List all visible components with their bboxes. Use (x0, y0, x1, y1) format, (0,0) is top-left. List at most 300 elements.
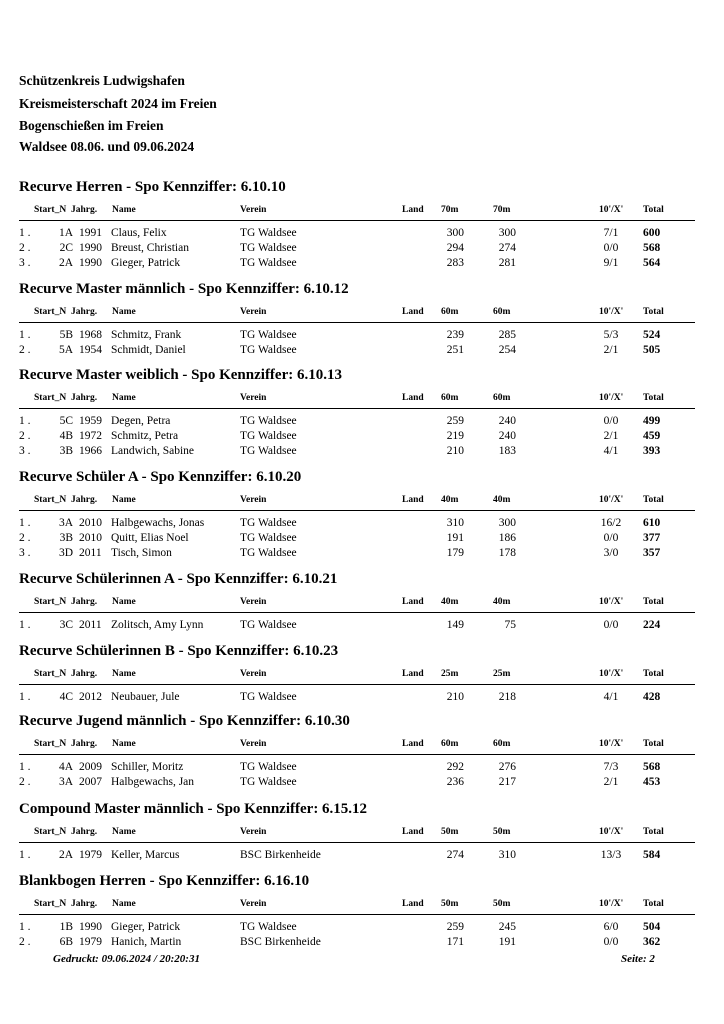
column-header-row (19, 494, 699, 506)
section-title: Recurve Master weiblich - Spo Kennziffer: 6.10.13 (19, 367, 342, 383)
total-score: 362 (643, 936, 661, 948)
header-rule (19, 408, 695, 409)
total-score: 568 (643, 242, 661, 254)
col-total-header: Total (643, 393, 664, 403)
score-round2: 191 (498, 936, 516, 948)
col-name-header: Name (112, 393, 136, 403)
col-land-header: Land (402, 669, 424, 679)
header-rule (19, 510, 695, 511)
column-header-row (19, 668, 699, 680)
score-round1: 210 (446, 445, 464, 457)
result-row (19, 429, 699, 444)
score-round1: 210 (446, 691, 464, 703)
col-year-header: Jahrg. (71, 307, 98, 317)
result-row (19, 531, 699, 546)
rank: 1 . (19, 329, 31, 341)
athlete-name: Gieger, Patrick (111, 921, 181, 933)
col-year-header: Jahrg. (71, 669, 98, 679)
total-score: 459 (643, 430, 661, 442)
birth-year: 2010 (79, 532, 102, 544)
col-name-header: Name (112, 899, 136, 909)
col-club-header: Verein (240, 597, 267, 607)
header-rule (19, 220, 695, 221)
total-score: 357 (643, 547, 661, 559)
athlete-name: Tisch, Simon (111, 547, 172, 559)
header-discipline: Bogenschießen im Freien (19, 118, 164, 133)
col-land-header: Land (402, 495, 424, 505)
rank: 3 . (19, 547, 31, 559)
tens-x-count: 4/1 (603, 691, 619, 703)
score-round1: 274 (446, 849, 464, 861)
result-section (19, 643, 699, 705)
col-total-header: Total (643, 827, 664, 837)
score-round2: 300 (498, 517, 516, 529)
header-rule (19, 612, 695, 613)
score-round1: 149 (446, 619, 464, 631)
result-row (19, 920, 699, 935)
score-round2: 178 (498, 547, 516, 559)
col-distance1-header: 40m (441, 597, 459, 607)
total-score: 428 (643, 691, 661, 703)
total-score: 453 (643, 776, 661, 788)
score-round1: 251 (446, 344, 464, 356)
birth-year: 1990 (79, 242, 102, 254)
score-round2: 218 (498, 691, 516, 703)
col-total-header: Total (643, 205, 664, 215)
tens-x-count: 7/1 (603, 227, 619, 239)
result-rows (19, 516, 699, 561)
result-row (19, 690, 699, 705)
result-rows (19, 848, 699, 863)
col-year-header: Jahrg. (71, 739, 98, 749)
header-district: Schützenkreis Ludwigshafen (19, 73, 185, 88)
birth-year: 2012 (79, 691, 102, 703)
score-round1: 239 (446, 329, 464, 341)
col-name-header: Name (112, 669, 136, 679)
rank: 3 . (19, 257, 31, 269)
result-row (19, 343, 699, 358)
col-tens-x-header: 10'/X' (599, 393, 624, 403)
column-header-row (19, 392, 699, 404)
section-title: Recurve Jugend männlich - Spo Kennziffer: 6.10.30 (19, 713, 350, 729)
col-year-header: Jahrg. (71, 827, 98, 837)
rank: 2 . (19, 344, 31, 356)
result-row (19, 935, 699, 950)
start-number: 4C (59, 691, 73, 703)
col-distance1-header: 60m (441, 393, 459, 403)
col-distance2-header: 50m (493, 827, 511, 837)
athlete-name: Schmidt, Daniel (111, 344, 186, 356)
result-row (19, 546, 699, 561)
start-number: 3B (59, 532, 73, 544)
rank: 1 . (19, 619, 31, 631)
col-year-header: Jahrg. (71, 205, 98, 215)
col-land-header: Land (402, 393, 424, 403)
club-name: BSC Birkenheide (240, 936, 321, 948)
tens-x-count: 7/3 (603, 761, 619, 773)
rank: 1 . (19, 691, 31, 703)
result-rows (19, 618, 699, 633)
column-header-row (19, 738, 699, 750)
result-row (19, 226, 699, 241)
result-section (19, 571, 699, 633)
result-row (19, 256, 699, 271)
rank: 1 . (19, 921, 31, 933)
column-header-row (19, 596, 699, 608)
birth-year: 2011 (79, 547, 102, 559)
col-land-header: Land (402, 899, 424, 909)
club-name: TG Waldsee (240, 257, 297, 269)
col-distance2-header: 60m (493, 739, 511, 749)
score-round1: 191 (446, 532, 464, 544)
athlete-name: Zolitsch, Amy Lynn (111, 619, 204, 631)
col-name-header: Name (112, 739, 136, 749)
score-round1: 171 (446, 936, 464, 948)
col-club-header: Verein (240, 669, 267, 679)
club-name: TG Waldsee (240, 329, 297, 341)
score-round1: 294 (446, 242, 464, 254)
athlete-name: Schiller, Moritz (111, 761, 184, 773)
total-score: 524 (643, 329, 661, 341)
athlete-name: Neubauer, Jule (111, 691, 180, 703)
score-round2: 310 (498, 849, 516, 861)
col-distance2-header: 70m (493, 205, 511, 215)
athlete-name: Schmitz, Petra (111, 430, 179, 442)
result-section (19, 179, 699, 271)
club-name: BSC Birkenheide (240, 849, 321, 861)
col-name-header: Name (112, 597, 136, 607)
start-number: 3C (59, 619, 73, 631)
total-score: 568 (643, 761, 661, 773)
total-score: 499 (643, 415, 661, 427)
result-rows (19, 414, 699, 459)
athlete-name: Hanich, Martin (111, 936, 182, 948)
rank: 2 . (19, 936, 31, 948)
athlete-name: Gieger, Patrick (111, 257, 181, 269)
section-title: Recurve Schülerinnen B - Spo Kennziffer: 6.10.23 (19, 643, 339, 659)
col-club-header: Verein (240, 899, 267, 909)
total-score: 610 (643, 517, 661, 529)
rank: 1 . (19, 227, 31, 239)
club-name: TG Waldsee (240, 761, 297, 773)
score-round1: 300 (446, 227, 464, 239)
score-round2: 281 (498, 257, 516, 269)
tens-x-count: 2/1 (603, 430, 619, 442)
total-score: 564 (643, 257, 661, 269)
section-title: Compound Master männlich - Spo Kennziffer: 6.15.12 (19, 801, 368, 817)
result-section (19, 713, 699, 790)
tens-x-count: 5/3 (603, 329, 619, 341)
score-round1: 292 (446, 761, 464, 773)
col-club-header: Verein (240, 307, 267, 317)
tens-x-count: 0/0 (603, 415, 619, 427)
start-number: 3A (58, 776, 73, 788)
birth-year: 2007 (79, 776, 102, 788)
birth-year: 2010 (79, 517, 102, 529)
col-distance2-header: 60m (493, 393, 511, 403)
birth-year: 2009 (79, 761, 102, 773)
result-rows (19, 920, 699, 950)
club-name: TG Waldsee (240, 430, 297, 442)
start-number: 4A (58, 761, 73, 773)
start-number: 3A (58, 517, 73, 529)
col-tens-x-header: 10'/X' (599, 899, 624, 909)
result-section (19, 281, 699, 358)
header-rule (19, 842, 695, 843)
score-round2: 245 (498, 921, 516, 933)
club-name: TG Waldsee (240, 547, 297, 559)
birth-year: 1990 (79, 921, 102, 933)
col-year-header: Jahrg. (71, 597, 98, 607)
birth-year: 2011 (79, 619, 102, 631)
result-row (19, 241, 699, 256)
tens-x-count: 2/1 (603, 776, 619, 788)
page-number: Seite: 2 (621, 953, 655, 965)
col-distance1-header: 60m (441, 307, 459, 317)
col-year-header: Jahrg. (71, 495, 98, 505)
total-score: 600 (643, 227, 661, 239)
print-timestamp: Gedruckt: 09.06.2024 / 20:20:31 (53, 953, 200, 965)
col-distance1-header: 25m (441, 669, 459, 679)
birth-year: 1968 (79, 329, 102, 341)
col-name-header: Name (112, 205, 136, 215)
col-club-header: Verein (240, 739, 267, 749)
score-round2: 300 (498, 227, 516, 239)
col-start-header: Start_N (34, 205, 67, 215)
col-tens-x-header: 10'/X' (599, 495, 624, 505)
result-row (19, 775, 699, 790)
athlete-name: Claus, Felix (111, 227, 167, 239)
athlete-name: Landwich, Sabine (111, 445, 195, 457)
section-title: Recurve Schülerinnen A - Spo Kennziffer: 6.10.21 (19, 571, 338, 587)
club-name: TG Waldsee (240, 415, 297, 427)
result-row (19, 516, 699, 531)
score-round2: 240 (498, 415, 516, 427)
result-rows (19, 690, 699, 705)
result-row (19, 414, 699, 429)
athlete-name: Quitt, Elias Noel (111, 532, 189, 544)
tens-x-count: 4/1 (603, 445, 619, 457)
col-distance2-header: 40m (493, 597, 511, 607)
start-number: 5A (58, 344, 73, 356)
tens-x-count: 16/2 (600, 517, 622, 529)
athlete-name: Breust, Christian (111, 242, 189, 254)
rank: 2 . (19, 242, 31, 254)
col-total-header: Total (643, 307, 664, 317)
col-year-header: Jahrg. (71, 899, 98, 909)
col-total-header: Total (643, 597, 664, 607)
result-row (19, 328, 699, 343)
col-distance1-header: 50m (441, 899, 459, 909)
start-number: 3B (59, 445, 73, 457)
tens-x-count: 6/0 (603, 921, 619, 933)
col-start-header: Start_N (34, 827, 67, 837)
tens-x-count: 13/3 (600, 849, 622, 861)
col-start-header: Start_N (34, 393, 67, 403)
col-total-header: Total (643, 739, 664, 749)
column-header-row (19, 306, 699, 318)
start-number: 3D (58, 547, 73, 559)
birth-year: 1954 (79, 344, 102, 356)
col-distance2-header: 50m (493, 899, 511, 909)
rank: 1 . (19, 517, 31, 529)
section-title: Recurve Herren - Spo Kennziffer: 6.10.10 (19, 179, 286, 195)
score-round2: 75 (504, 619, 516, 631)
rank: 1 . (19, 761, 31, 773)
start-number: 1B (59, 921, 73, 933)
club-name: TG Waldsee (240, 242, 297, 254)
score-round2: 274 (498, 242, 516, 254)
club-name: TG Waldsee (240, 532, 297, 544)
col-distance2-header: 25m (493, 669, 511, 679)
rank: 3 . (19, 445, 31, 457)
start-number: 1A (58, 227, 73, 239)
col-tens-x-header: 10'/X' (599, 669, 624, 679)
col-tens-x-header: 10'/X' (599, 827, 624, 837)
athlete-name: Degen, Petra (111, 415, 171, 427)
result-rows (19, 328, 699, 358)
col-name-header: Name (112, 827, 136, 837)
tens-x-count: 0/0 (603, 936, 619, 948)
birth-year: 1966 (79, 445, 102, 457)
total-score: 504 (643, 921, 661, 933)
club-name: TG Waldsee (240, 445, 297, 457)
section-title: Recurve Schüler A - Spo Kennziffer: 6.10.20 (19, 469, 302, 485)
birth-year: 1979 (79, 936, 102, 948)
athlete-name: Keller, Marcus (111, 849, 180, 861)
score-round2: 217 (498, 776, 516, 788)
column-header-row (19, 826, 699, 838)
result-rows (19, 226, 699, 271)
score-round1: 310 (446, 517, 464, 529)
col-land-header: Land (402, 205, 424, 215)
tens-x-count: 0/0 (603, 619, 619, 631)
col-land-header: Land (402, 739, 424, 749)
col-start-header: Start_N (34, 495, 67, 505)
rank: 2 . (19, 430, 31, 442)
result-row (19, 760, 699, 775)
score-round2: 285 (498, 329, 516, 341)
rank: 1 . (19, 415, 31, 427)
header-rule (19, 914, 695, 915)
col-tens-x-header: 10'/X' (599, 597, 624, 607)
column-header-row (19, 898, 699, 910)
col-name-header: Name (112, 307, 136, 317)
score-round2: 276 (498, 761, 516, 773)
header-championship: Kreismeisterschaft 2024 im Freien (19, 96, 217, 111)
start-number: 4B (59, 430, 73, 442)
col-distance1-header: 70m (441, 205, 459, 215)
tens-x-count: 9/1 (603, 257, 619, 269)
birth-year: 1972 (79, 430, 102, 442)
score-round2: 254 (498, 344, 516, 356)
athlete-name: Schmitz, Frank (111, 329, 182, 341)
athlete-name: Halbgewachs, Jonas (111, 517, 205, 529)
col-tens-x-header: 10'/X' (599, 205, 624, 215)
result-rows (19, 760, 699, 790)
col-land-header: Land (402, 597, 424, 607)
tens-x-count: 0/0 (603, 242, 619, 254)
club-name: TG Waldsee (240, 921, 297, 933)
score-round1: 283 (446, 257, 464, 269)
club-name: TG Waldsee (240, 517, 297, 529)
column-header-row (19, 204, 699, 216)
score-round1: 179 (446, 547, 464, 559)
col-start-header: Start_N (34, 739, 67, 749)
result-row (19, 444, 699, 459)
rank: 2 . (19, 776, 31, 788)
col-total-header: Total (643, 495, 664, 505)
col-distance2-header: 40m (493, 495, 511, 505)
club-name: TG Waldsee (240, 619, 297, 631)
col-total-header: Total (643, 669, 664, 679)
header-venue-date: Waldsee 08.06. und 09.06.2024 (19, 139, 195, 154)
col-start-header: Start_N (34, 899, 67, 909)
col-distance1-header: 60m (441, 739, 459, 749)
header-rule (19, 684, 695, 685)
club-name: TG Waldsee (240, 691, 297, 703)
total-score: 393 (643, 445, 661, 457)
result-row (19, 848, 699, 863)
start-number: 5C (59, 415, 73, 427)
birth-year: 1959 (79, 415, 102, 427)
tens-x-count: 0/0 (603, 532, 619, 544)
birth-year: 1979 (79, 849, 102, 861)
col-tens-x-header: 10'/X' (599, 307, 624, 317)
result-row (19, 618, 699, 633)
col-start-header: Start_N (34, 307, 67, 317)
col-total-header: Total (643, 899, 664, 909)
col-club-header: Verein (240, 495, 267, 505)
col-distance2-header: 60m (493, 307, 511, 317)
athlete-name: Halbgewachs, Jan (111, 776, 195, 788)
col-distance1-header: 50m (441, 827, 459, 837)
birth-year: 1990 (79, 257, 102, 269)
score-round2: 183 (498, 445, 516, 457)
start-number: 6B (59, 936, 73, 948)
start-number: 2A (58, 257, 73, 269)
score-round2: 240 (498, 430, 516, 442)
col-year-header: Jahrg. (71, 393, 98, 403)
birth-year: 1991 (79, 227, 102, 239)
result-section (19, 367, 699, 459)
score-round1: 236 (446, 776, 464, 788)
total-score: 505 (643, 344, 661, 356)
start-number: 2A (58, 849, 73, 861)
col-name-header: Name (112, 495, 136, 505)
club-name: TG Waldsee (240, 344, 297, 356)
col-distance1-header: 40m (441, 495, 459, 505)
start-number: 2C (59, 242, 73, 254)
col-start-header: Start_N (34, 669, 67, 679)
total-score: 584 (643, 849, 661, 861)
section-title: Blankbogen Herren - Spo Kennziffer: 6.16.10 (19, 873, 310, 889)
score-round1: 219 (446, 430, 464, 442)
result-section (19, 801, 699, 863)
col-club-header: Verein (240, 205, 267, 215)
rank: 2 . (19, 532, 31, 544)
col-club-header: Verein (240, 393, 267, 403)
col-land-header: Land (402, 307, 424, 317)
club-name: TG Waldsee (240, 776, 297, 788)
col-land-header: Land (402, 827, 424, 837)
total-score: 224 (643, 619, 661, 631)
start-number: 5B (59, 329, 73, 341)
tens-x-count: 2/1 (603, 344, 619, 356)
header-rule (19, 322, 695, 323)
section-title: Recurve Master männlich - Spo Kennziffer: 6.10.12 (19, 281, 349, 297)
col-club-header: Verein (240, 827, 267, 837)
